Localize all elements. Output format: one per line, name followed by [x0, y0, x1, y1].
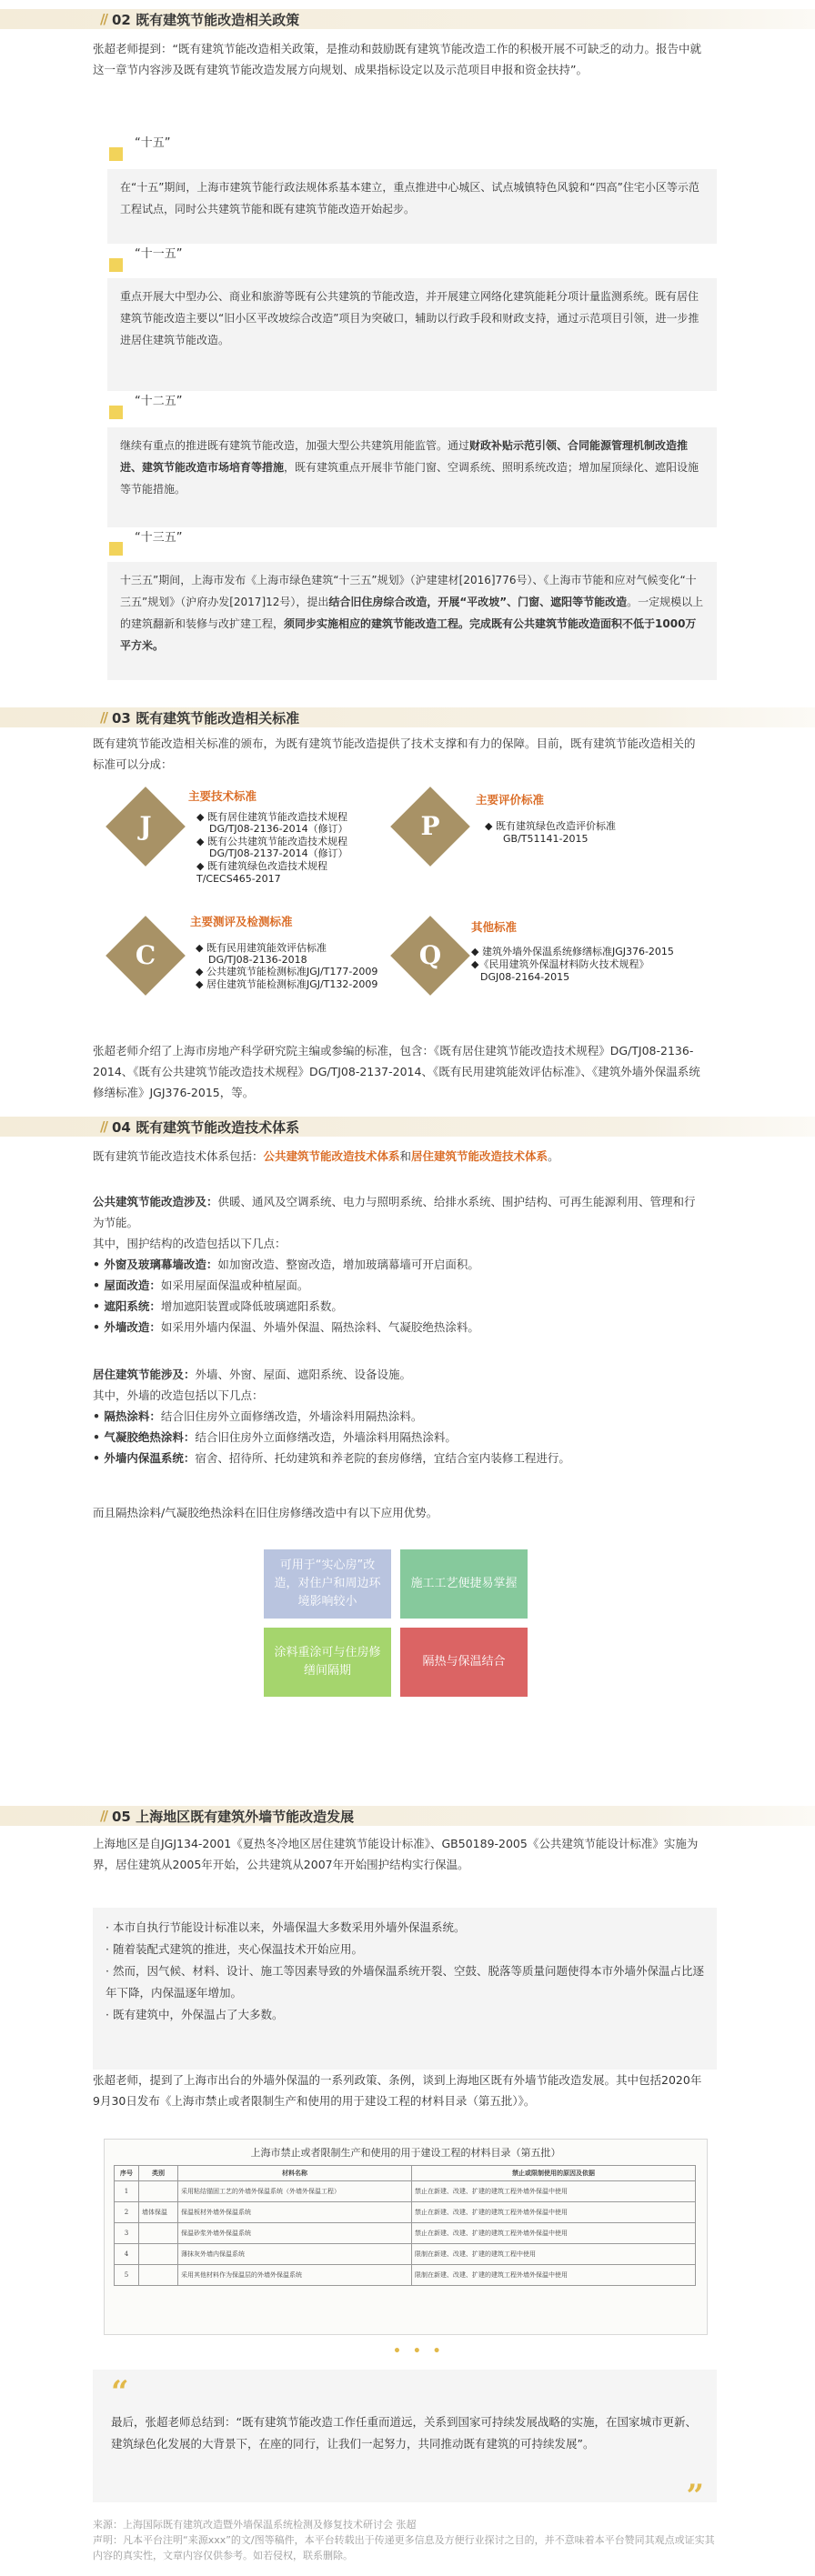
- section-title-text: 05 上海地区既有建筑外墙节能改造发展: [111, 1808, 355, 1825]
- text-part: 既有建筑节能改造技术体系包括：: [93, 1149, 264, 1163]
- public-building-desc: [93, 1191, 706, 1233]
- public-building-block: [93, 1191, 706, 1338]
- section-03-title: // 03 既有建筑节能改造相关标准: [0, 707, 815, 727]
- era-label: “十五”: [135, 136, 171, 150]
- table-cell: 保温砂浆外墙外保温系统: [178, 2223, 412, 2244]
- open-quote-icon: “: [111, 2374, 129, 2411]
- item-key: • 隔热涂料：: [93, 1409, 161, 1423]
- table-cell: 5: [115, 2265, 139, 2286]
- era-marker-icon: [109, 406, 123, 419]
- era-marker-icon: [109, 542, 123, 556]
- table-cell: 限制在新建、改建、扩建的建筑工程外墙外保温中使用: [412, 2265, 696, 2286]
- section-05-intro: 上海地区是自JGJ134-2001《夏热冬冷地区居住建筑节能设计标准》、GB50189-2005《公共建筑节能设计标准》实施为界，居住建筑从2005年开始，公共建筑从2007年开始围护结构实行保温。: [93, 1837, 699, 1871]
- era-135-box: [107, 562, 717, 680]
- standard-group-title: 主要测评及检测标准: [190, 915, 293, 928]
- table-cell: 薄抹灰外墙内保温系统: [178, 2244, 412, 2265]
- table-row: [115, 2202, 696, 2223]
- text-bold-part: 须同步实施相应的建筑节能改造工程。完成既有公共建筑节能改造面积不低于1000万平方米。: [120, 617, 697, 652]
- sub-text: 其中，外墙的改造包括以下几点：: [93, 1388, 264, 1402]
- text-bold-part: 财政补贴示范引领、合同能源管理机制改造推进、建筑节能改造市场培育等措施: [120, 439, 689, 474]
- era-label: “十三五”: [135, 531, 183, 545]
- era-15-text: 在“十五”期间，上海市建筑节能行政法规体系基本建立，重点推进中心城区、试点城镇特色风貌和“四高”住宅小区等示范工程试点，同时公共建筑节能和既有建筑节能改造开始起步。: [120, 181, 699, 216]
- table-cell: 保温板材外墙外保温系统: [178, 2202, 412, 2223]
- section-divider-dots: • • •: [393, 2344, 445, 2359]
- section-02-intro: 张超老师提到：“既有建筑节能改造相关政策，是推动和鼓励既有建筑节能改造工作的积极开展不可缺乏的动力。报告中就这一章节内容涉及既有建筑节能改造发展方向规划、成果指标设定以及示范项目申报和资金扶持”。: [93, 42, 701, 76]
- standard-item: DG/TJ08-2136-2018: [208, 954, 307, 966]
- text-part: 继续有重点的推进既有建筑节能改造，加强大型公共建筑用能监管。通过: [120, 439, 470, 452]
- standard-item: T/CECS465-2017: [196, 873, 281, 885]
- table-header: 序号: [115, 2166, 139, 2181]
- item-key: • 气凝胶绝热涂料：: [93, 1430, 196, 1444]
- source-text: 来源：上海国际既有建筑改造暨外墙保温系统检测及修复技术研讨会 张超: [93, 2519, 417, 2531]
- table-cell: 禁止在新建、改建、扩建的建筑工程外墙外保温中使用: [412, 2181, 696, 2202]
- text-part: 。一定规模以上的建筑翻新和装修与改扩建工程，: [120, 596, 704, 630]
- table-cell: 3: [115, 2223, 139, 2244]
- res-item: [93, 1406, 706, 1427]
- text-part: 供暖、通风及空调系统、电力与照明系统、给排水系统、围护结构、可再生能源利用、管理和行为节能。: [93, 1195, 696, 1229]
- standard-item: ◆《民用建筑外保温材料防火技术规程》: [471, 958, 649, 970]
- advantages-grid: [0, 1537, 815, 1709]
- res-item: [93, 1427, 706, 1448]
- era-125-text: [120, 435, 704, 500]
- advantage-tile: 可用于“实心房”改造，对住户和周边环境影响较小: [264, 1549, 391, 1619]
- bullet-item: · 随着装配式建筑的推进，夹心保温技术开始应用。: [106, 1942, 363, 1956]
- table-cell: [139, 2265, 178, 2286]
- item-value: 宿舍、招待所、托幼建筑和养老院的套房修缮，宜结合室内装修工程进行。: [195, 1451, 570, 1465]
- standard-item: ◆ 既有民用建筑能效评估标准: [196, 942, 327, 954]
- section-05-outro: 张超老师，提到了上海市出台的外墙外保温的一系列政策、条例，谈到上海地区既有外墙节能改造发展。其中包括2020年9月30日发布《上海市禁止或者限制生产和使用的用于建设工程的材料目录（第五批）》。: [93, 2073, 702, 2108]
- diamond-letter: P: [420, 811, 440, 841]
- table-header: 类别: [139, 2166, 178, 2181]
- table-row: [115, 2181, 696, 2202]
- standard-item: ◆ 建筑外墙外保温系统修缮标准JGJ376-2015: [471, 946, 674, 957]
- table-cell: 采用粘结锚固工艺的外墙外保温系统（外墙外保温工程）: [178, 2181, 412, 2202]
- standard-item: DG/TJ08-2136-2014（修订）: [209, 823, 348, 835]
- standard-item: GB/T51141-2015: [503, 833, 589, 845]
- standard-group-title: 其他标准: [471, 920, 518, 934]
- section-04-outro: 而且隔热涂料/气凝胶绝热涂料在旧住房修缮改造中有以下应用优势。: [93, 1506, 438, 1519]
- standard-item: ◆ 既有居住建筑节能改造技术规程: [196, 811, 347, 823]
- text-part: 和: [399, 1149, 412, 1163]
- item-key: • 外窗及玻璃幕墙改造：: [93, 1258, 218, 1271]
- item-key: • 外墙内保温系统：: [93, 1451, 196, 1465]
- bullet-item: · 本市自执行节能设计标准以来，外墙保温大多数采用外墙外保温系统。: [106, 1920, 466, 1934]
- standards-diagram: [0, 780, 815, 1026]
- standard-group-title: 主要评价标准: [476, 793, 545, 807]
- table-cell: 禁止在新建、改建、扩建的建筑工程外墙外保温中使用: [412, 2202, 696, 2223]
- era-15-box: [107, 169, 717, 244]
- residential-block: [93, 1364, 706, 1468]
- item-value: 增加遮阳装置或降低玻璃遮阳系数。: [160, 1299, 343, 1313]
- item-value: 结合旧住房外立面修缮改造，外墙涂料用隔热涂料。: [195, 1430, 457, 1444]
- standard-item: ◆ 既有建筑绿色改造评价标准: [485, 820, 616, 832]
- era-marker-icon: [109, 147, 123, 161]
- disclaimer-text: 声明：凡本平台注明“来源xxx”的文/图等稿件，本平台转载出于传递更多信息及方便行业探讨之目的，并不意味着本平台赞同其观点或证实其内容的真实性，文章内容仅供参考。如若侵权，联系删除。: [93, 2534, 715, 2561]
- diamond-letter: Q: [418, 940, 442, 970]
- table-row: [115, 2223, 696, 2244]
- closing-quote-box: [93, 2370, 717, 2514]
- text-part: 。: [548, 1149, 559, 1163]
- label-bold: 公共建筑节能改造涉及：: [93, 1195, 218, 1208]
- text-part: ，既有建筑重点开展非节能门窗、空调系统、照明系统改造；增加屋顶绿化、遮阳设施等节能措施。: [120, 461, 699, 496]
- material-list-table-image: [104, 2139, 708, 2335]
- item-value: 结合旧住房外立面修缮改造，外墙涂料用隔热涂料。: [160, 1409, 423, 1423]
- section-03-outro: 张超老师介绍了上海市房地产科学研究院主编或参编的标准，包含：《既有居住建筑节能改造技术规程》DG/TJ08-2136-2014、《既有公共建筑节能改造技术规程》DG/TJ08-2137-2014、《既有民用建筑能效评估标准》、《建筑外墙外保温系统修缮标准》JGJ376-2015，等。: [93, 1044, 700, 1099]
- standard-item: ◆ 居住建筑节能检测标准JGJ/T132-2009: [196, 978, 378, 990]
- sub-text: 其中，围护结构的改造包括以下几点：: [93, 1237, 287, 1250]
- era-125-box: [107, 427, 717, 527]
- table-cell: 墙体保温: [139, 2202, 178, 2223]
- era-115-header: [107, 238, 717, 275]
- section-04-intro: [93, 1146, 706, 1167]
- advantage-tile: 隔热与保温结合: [400, 1628, 528, 1697]
- section-05-bullets: [93, 1908, 717, 2070]
- table-row: [115, 2265, 696, 2286]
- era-135-text: [120, 569, 704, 657]
- table-cell: 2: [115, 2202, 139, 2223]
- material-table: [114, 2165, 696, 2286]
- table-cell: [139, 2244, 178, 2265]
- pub-item: [93, 1275, 706, 1296]
- table-cell: 采用其他材料作为保温层的外墙外保温系统: [178, 2265, 412, 2286]
- table-cell: 限制在新建、改建、扩建的建筑工程中使用: [412, 2244, 696, 2265]
- era-125-header: [107, 386, 717, 422]
- section-03-intro: 既有建筑节能改造相关标准的颁布，为既有建筑节能改造提供了技术支撑和有力的保障。目前，既有建筑节能改造相关的标准可以分成：: [93, 737, 696, 771]
- era-marker-icon: [109, 258, 123, 272]
- diamond-letter: C: [135, 940, 156, 970]
- item-key: • 遮阳系统：: [93, 1299, 161, 1313]
- standard-item: DG/TJ08-2137-2014（修订）: [209, 847, 348, 859]
- section-title-text: 02 既有建筑节能改造相关政策: [111, 11, 300, 28]
- table-row: [115, 2244, 696, 2265]
- highlight-text: 居住建筑节能改造技术体系: [411, 1149, 548, 1163]
- table-header: 禁止或限制使用的原因及依据: [412, 2166, 696, 2181]
- section-04-title: // 04 既有建筑节能改造技术体系: [0, 1117, 815, 1137]
- era-15-header: [107, 127, 717, 164]
- text-bold-part: 结合旧住房综合改造，开展“平改坡”、门窗、遮阳等节能改造: [328, 596, 628, 608]
- table-cell: 禁止在新建、改建、扩建的建筑工程外墙外保温中使用: [412, 2223, 696, 2244]
- table-cell: [139, 2223, 178, 2244]
- res-item: [93, 1448, 706, 1468]
- standard-item: ◆ 公共建筑节能检测标准JGJ/T177-2009: [196, 966, 378, 977]
- highlight-text: 公共建筑节能改造技术体系: [263, 1149, 400, 1163]
- item-value: 如采用外墙内保温、外墙外保温、隔热涂料、气凝胶绝热涂料。: [160, 1320, 479, 1334]
- section-02-title: // 02 既有建筑节能改造相关政策: [0, 9, 815, 29]
- bullet-item: · 既有建筑中，外保温占了大多数。: [106, 2008, 284, 2021]
- footer: [93, 2517, 717, 2563]
- closing-quote-text: 最后，张超老师总结到：“既有建筑节能改造工作任重而道远，关系到国家可持续发展战略的实施，在国家城市更新、建筑绿色化发展的大背景下，在座的同行，让我们一起努力，共同推动既有建筑的可持续发展”。: [111, 2415, 697, 2451]
- standard-item: ◆ 既有公共建筑节能改造技术规程: [196, 836, 347, 847]
- item-value: 如加窗改造、整窗改造，增加玻璃幕墙可开启面积。: [217, 1258, 479, 1271]
- standard-item: ◆ 既有建筑绿色改造技术规程: [196, 860, 327, 872]
- residential-desc: [93, 1364, 706, 1385]
- table-cell: [139, 2181, 178, 2202]
- bullet-item: · 然而，因气候、材料、设计、施工等因素导致的外墙保温系统开裂、空鼓、脱落等质量问题使得本市外墙外保温占比逐年下降，内保温逐年增加。: [106, 1964, 704, 2000]
- section-05-title: // 05 上海地区既有建筑外墙节能改造发展: [0, 1806, 815, 1826]
- close-quote-icon: ”: [686, 2478, 704, 2514]
- era-135-header: [107, 522, 717, 558]
- pub-item: [93, 1296, 706, 1317]
- table-cell: 1: [115, 2181, 139, 2202]
- section-title-text: 03 既有建筑节能改造相关标准: [111, 709, 300, 727]
- standard-group-title: 主要技术标准: [188, 789, 257, 803]
- item-key: • 屋面改造：: [93, 1278, 161, 1292]
- diamond-letter: J: [139, 811, 152, 841]
- table-header-row: [115, 2166, 696, 2181]
- era-label: “十一五”: [135, 247, 183, 261]
- pub-item: [93, 1317, 706, 1338]
- table-caption: 上海市禁止或者限制生产和使用的用于建设工程的材料目录（第五批）: [250, 2147, 561, 2159]
- pub-item: [93, 1254, 706, 1275]
- era-115-text: 重点开展大中型办公、商业和旅游等既有公共建筑的节能改造，并开展建立网络化建筑能耗分项计量监测系统。既有居住建筑节能改造主要以“旧小区平改坡综合改造”项目为突破口，辅助以行政手段和财政支持，通过示范项目引领，进一步推进居住建筑节能改造。: [120, 290, 699, 346]
- advantage-tile: 施工工艺便捷易掌握: [400, 1549, 528, 1619]
- table-header: 材料名称: [178, 2166, 412, 2181]
- standard-item: DGJ08-2164-2015: [480, 971, 570, 983]
- advantage-tile: 涂料重涂可与住房修缮间隔期: [264, 1628, 391, 1697]
- item-key: • 外墙改造：: [93, 1320, 161, 1334]
- era-label: “十二五”: [135, 395, 183, 408]
- label-bold: 居住建筑节能涉及：: [93, 1368, 196, 1381]
- era-115-box: [107, 278, 717, 391]
- item-value: 如采用屋面保温或种植屋面。: [160, 1278, 309, 1292]
- table-cell: 4: [115, 2244, 139, 2265]
- text-part: 十三五”期间，上海市发布《上海市绿色建筑“十三五”规划》（沪建建材[2016]776号）、《上海市节能和应对气候变化“十三五”规划》（沪府办发[2017]12号），提出: [120, 574, 697, 608]
- text-part: 外墙、外窗、屋面、遮阳系统、设备设施。: [195, 1368, 412, 1381]
- section-title-text: 04 既有建筑节能改造技术体系: [111, 1118, 300, 1136]
